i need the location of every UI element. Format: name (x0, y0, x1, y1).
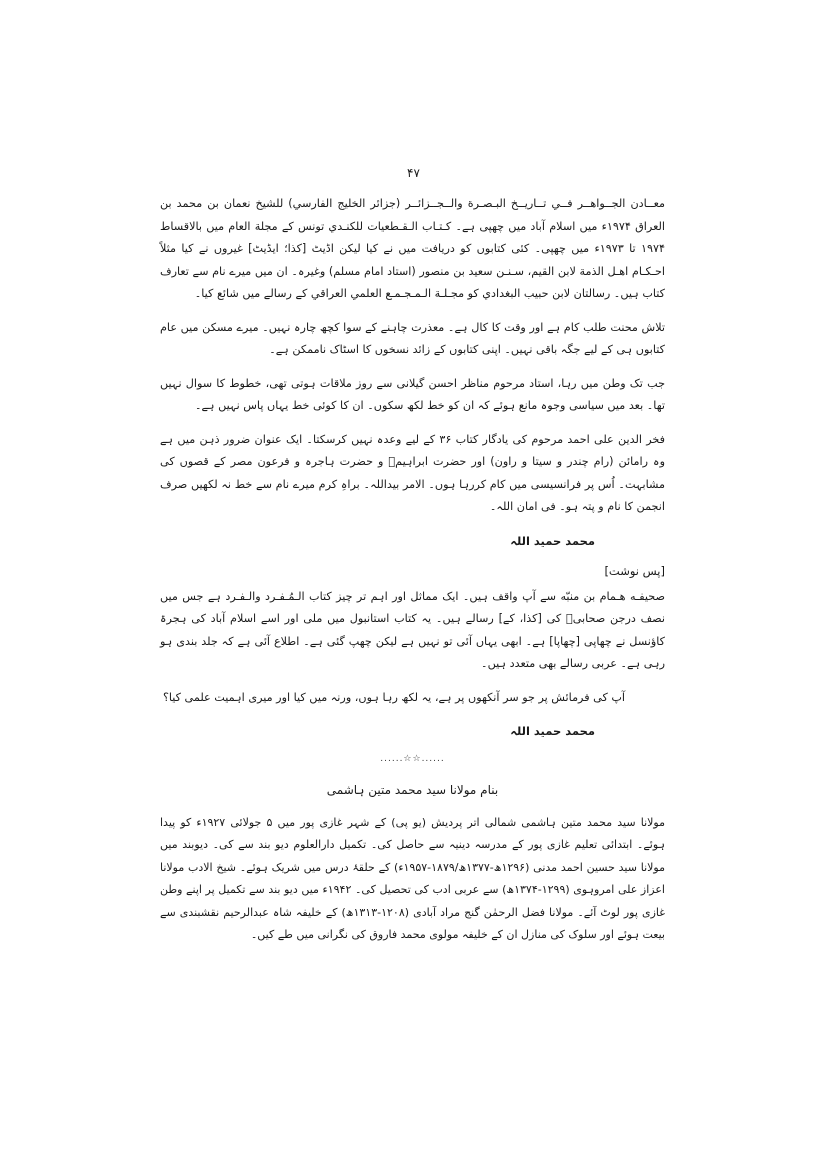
paragraph-memorial-book: فخر الدین علی احمد مرحوم کی یادگار کتاب ۳۶ کے لیے وعدہ نہیں کرسکتا۔ ایک عنوان ضرور ذہن میں ہے وہ رامائن (رام چندر و سیتا و راون) اور حضرت ابراہیمؑ و حضرت ہاجرہ و فرعون مصر کے قصوں کی مشابہت۔ اُس پر فرانسیسی میں کام کررہا ہوں۔ الامر بیداللہ۔ براہِ کرم میرے نام سے خط نہ لکھیں صرف انجمن کا نام و پتہ ہو۔ فی امان اللہ۔ (160, 432, 665, 513)
page-number: ۴۷ (407, 166, 420, 180)
paragraph-biography: مولانا سید محمد متین ہاشمی شمالی اتر پردیش (یو پی) کے شہر غازی پور میں ۵ جولائی ۱۹۲۷ء کو پیدا ہوئے۔ ابتدائی تعلیم غازی پور کے مدرسہ دینیہ سے حاصل کی۔ تکمیل دارالعلوم دیو بند سے کی۔ دیوبند میں مولانا سید حسین احمد مدنی (۱۲۹۶ھ-۱۳۷۷ھ/۱۸۷۹-۱۹۵۷ء) کے حلقۂ درس میں شریک ہوئے۔ شیخ الادب مولانا اعزاز علی امروہوی (۱۲۹۹-۱۳۷۴ھ) سے عربی ادب کی تحصیل کی۔ ۱۹۴۲ء میں دیو بند سے تکمیل پر اپنے وطن غازی پور لوٹ آئے۔ مولانا فضل الرحمٰن گنج مراد آبادی (۱۲۰۸-۱۳۱۳ھ) کے خلیفہ شاہ عبدالرحیم نقشبندی سے بیعت ہوئے اور سلوک کی منازل ان کے خلیفہ مولوی محمد فاروق کی نگرانی میں طے کیں۔ (160, 816, 665, 942)
section-divider: ......☆☆...... (380, 754, 445, 764)
letter-body (160, 165, 665, 957)
section-title: بنام مولانا سید محمد متین ہاشمی (326, 783, 499, 797)
signature: محمد حمید اللہ (510, 724, 595, 738)
paragraph-apology: تلاش محنت طلب کام ہے اور وقت کا کال ہے۔ معذرت چاہنے کے سوا کچھ چارہ نہیں۔ میرے مسکن میں عام کتابوں ہی کے لیے جگہ باقی نہیں۔ اپنی کتابوں کے زائد نسخوں کا اسٹاک ناممکن ہے۔ (160, 320, 665, 356)
postscript-heading: [پس نوشت] (604, 563, 665, 578)
signature: محمد حمید اللہ (510, 533, 595, 548)
paragraph-gilani: جب تک وطن میں رہا، استاد مرحوم مناظر احسن گیلانی سے روز ملاقات ہوتی تھی، خطوط کا سوال نہیں تھا۔ بعد میں سیاسی وجوہ مانع ہوئے کہ ان کو خط لکھ سکوں۔ ان کا کوئی خط یہاں پاس نہیں ہے۔ (160, 376, 665, 412)
paragraph-books: معــادن الجــواهــر فــي تــاريــخ البـصـرة والــجــزائــر (جزائر الخليج الفارسي) للشيخ نعمان بن محمد بن العراق ۱۹۷۴ء میں اسلام آباد میں چھپی ہے۔ كـتـاب الـقـطعيات للكنـدي تونس کے مجلة العام میں بالاقساط ۱۹۷۴ تا ۱۹۷۳ء میں چھپی۔ کئی کتابوں کو دریافت میں نے کیا لیکن اڈیٹ [کذا؛ ایڈیٹ] غیروں نے کیا مثلاً احـكـام اهـل الذمة لابن القيم، سـنـن سعيد بن منصور (استاد امام مسلم) وغیرہ۔ ان میں میرے نام سے تعارف کتاب ہیں۔ رسالتان لابن حبيب البغدادي کو مجـلـة الـمـجـمـع العلمي العراقي کے رسالے میں شائع کیا۔ (160, 197, 666, 300)
paragraph-postscript-closing: آپ کی فرمائش پر جو سر آنکھوں پر ہے، یہ لکھ رہا ہوں، ورنہ میں کیا اور میری اہمیت علمی کیا؟ (162, 690, 625, 704)
paragraph-postscript: صحيفـه هـمام بن منبّه سے آپ واقف ہیں۔ ایک مماثل اور اہم تر چیز كتاب الـمُـفـرد والـفـرد ہے جس میں نصف درجن صحابیؓ کی [کذا، کے] رسالے ہیں۔ یہ کتاب استانبول میں ملی اور اسے اسلام آباد کی ہجرۃ کاؤنسل نے چھاپی [چھاپا] ہے۔ ابھی یہاں آئی تو نہیں ہے لیکن چھپ گئی ہے۔ اطلاع آئی ہے کہ جلد بندی ہو رہی ہے۔ عربی رسالے بھی متعدد ہیں۔ (160, 589, 665, 670)
